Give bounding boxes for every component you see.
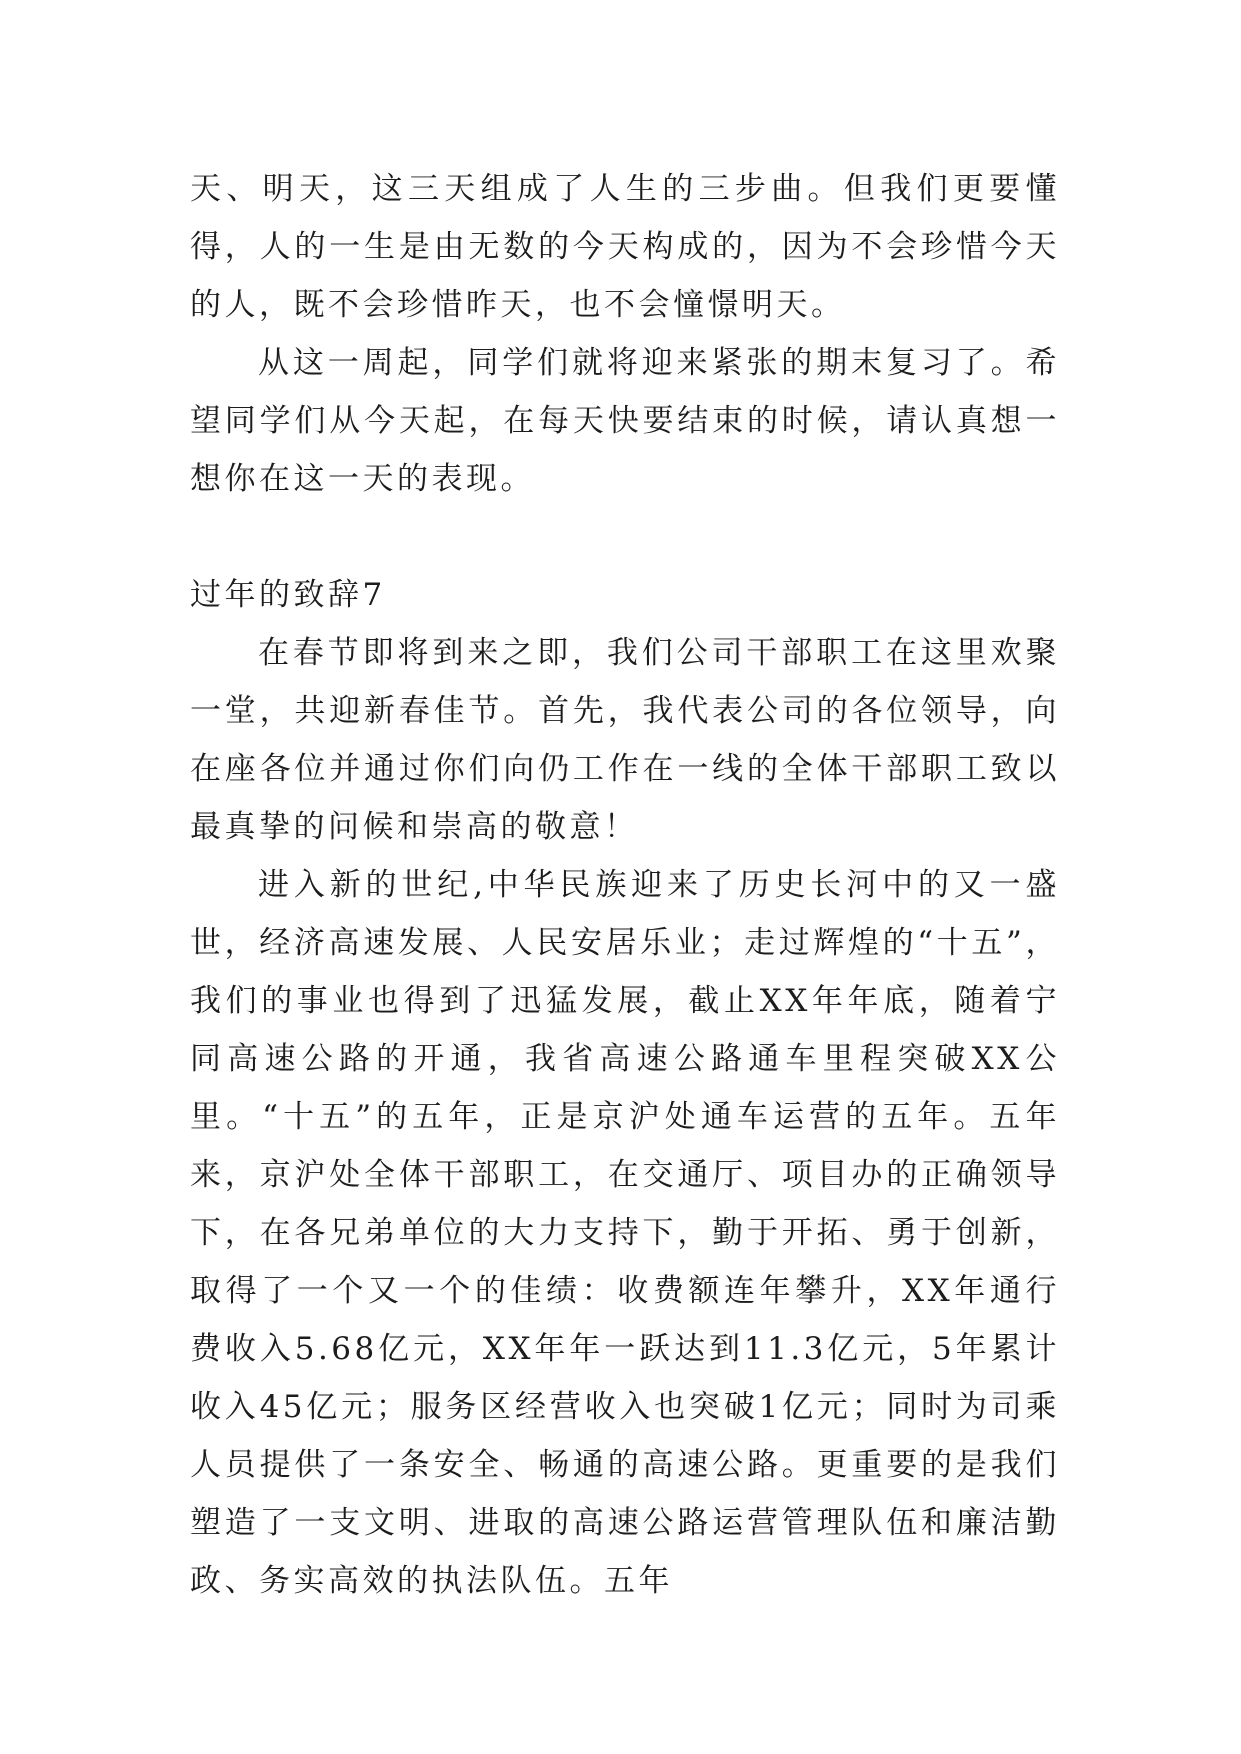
paragraph-review-notice: 从这一周起，同学们就将迎来紧张的期末复习了。希望同学们从今天起，在每天快要结束的时候，请认真想一想你在这一天的表现。 (190, 345, 1060, 497)
section-title: 过年的致辞7 (190, 577, 386, 613)
paragraph-achievements: 进入新的世纪,中华民族迎来了历史长河中的又一盛世，经济高速发展、人民安居乐业；走过辉煌的“十五”，我们的事业也得到了迅猛发展，截止XX年年底，随着宁同高速公路的开通，我省高速公路通车里程突破XX公里。“十五”的五年，正是京沪处通车运营的五年。五年来，京沪处全体干部职工，在交通厅、项目办的正确领导下，在各兄弟单位的大力支持下，勤于开拓、勇于创新，取得了一个又一个的佳绩：收费额连年攀升，XX年通行费收入5.68亿元，XX年年一跃达到11.3亿元，5年累计收入45亿元；服务区经营收入也突破1亿元；同时为司乘人员提供了一条安全、畅通的高速公路。更重要的是我们塑造了一支文明、进取的高速公路运营管理队伍和廉洁勤政、务实高效的执法队伍。五年 (190, 867, 1060, 1599)
paragraph-greeting: 在春节即将到来之即，我们公司干部职工在这里欢聚一堂，共迎新春佳节。首先，我代表公司的各位领导，向在座各位并通过你们向仍工作在一线的全体干部职工致以最真挚的问候和崇高的敬意！ (190, 635, 1060, 845)
paragraph-continuation: 天、明天，这三天组成了人生的三步曲。但我们更要懂得，人的一生是由无数的今天构成的，因为不会珍惜今天的人，既不会珍惜昨天，也不会憧憬明天。 (190, 171, 1060, 323)
document-body (190, 160, 1060, 1610)
section-spacer (190, 508, 1060, 566)
